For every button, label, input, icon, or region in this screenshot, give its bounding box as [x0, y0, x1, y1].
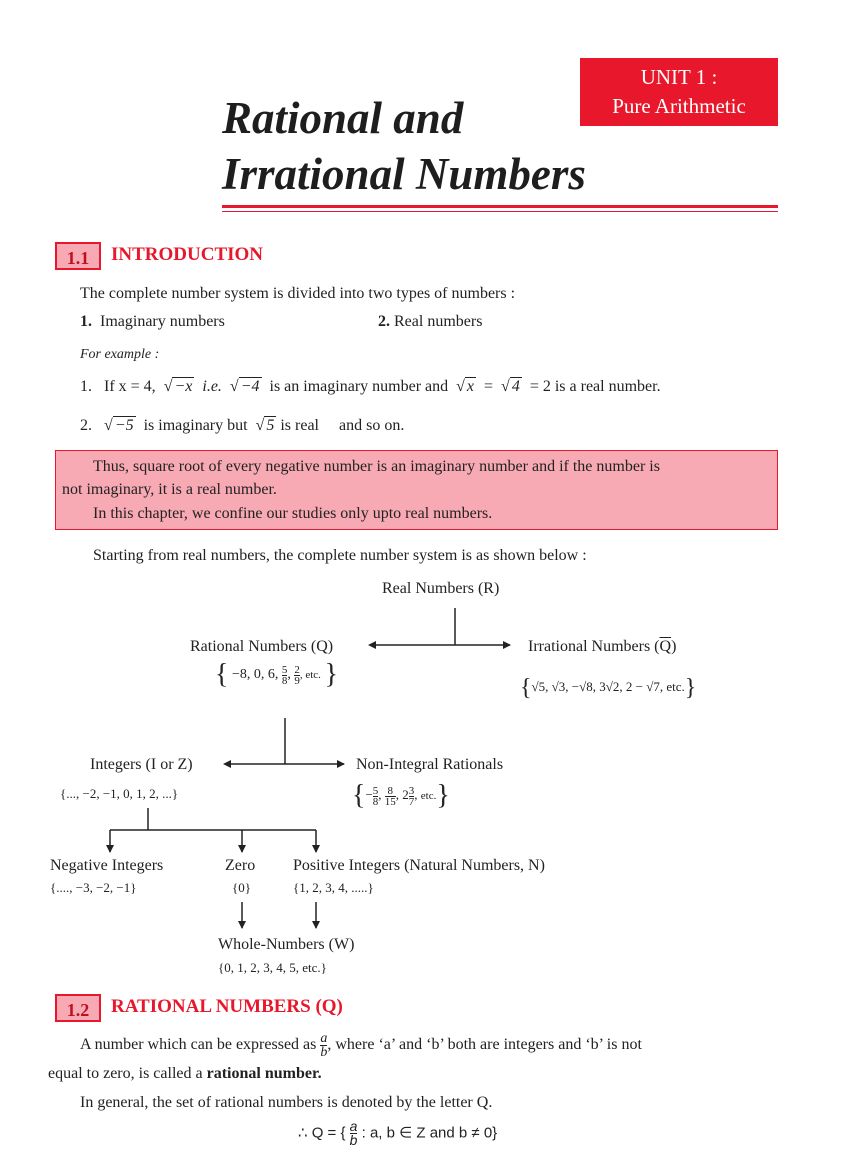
numerator: 5	[372, 784, 379, 797]
fraction	[385, 786, 396, 807]
definition-term: rational number.	[206, 1065, 322, 1082]
section-number-1-2: 1.2	[55, 994, 101, 1022]
section-number-1-1: 1.1	[55, 242, 101, 270]
starting-text: Starting from real numbers, the complete number system is as shown below :	[93, 547, 587, 564]
example-text: is real and so on.	[280, 417, 405, 434]
node-positive-integers: Positive Integers (Natural Numbers, N)	[293, 857, 545, 874]
numerator: 2	[294, 663, 300, 676]
denominator: b	[349, 1132, 358, 1148]
denominator: 9	[294, 674, 300, 687]
fraction	[409, 786, 415, 807]
radicand: −5	[114, 417, 134, 434]
example-text: i.e.	[202, 378, 222, 395]
rational-definition-line-1	[80, 1032, 642, 1059]
example-text: =	[484, 378, 494, 395]
definition-text: , where ‘a’ and ‘b’ both are integers and ‘b’ is not	[327, 1036, 642, 1054]
node-integers: Integers (I or Z)	[90, 756, 193, 773]
fraction	[282, 665, 288, 686]
whole-set: {0, 1, 2, 3, 4, 5, etc.}	[218, 960, 327, 975]
example-2: 2. √ −5 is imaginary but √ 5 is real and so on.	[80, 417, 405, 434]
node-label: )	[671, 638, 677, 655]
for-example-label: For example :	[80, 347, 160, 362]
node-rational-numbers: Rational Numbers (Q)	[190, 638, 334, 655]
node-whole-numbers: Whole-Numbers (W)	[218, 936, 355, 953]
rational-definition-line-2	[48, 1063, 322, 1085]
irrational-set: {√5, √3, −√8, 3√2, 2 − √7, etc.}	[520, 675, 697, 702]
numerator: 5	[281, 663, 288, 676]
node-irrational-numbers	[528, 636, 676, 658]
whole-part: 2	[402, 786, 409, 802]
negative-set: {...., −3, −2, −1}	[50, 880, 137, 895]
denominator: 15	[384, 795, 396, 808]
numerator: 3	[408, 784, 415, 797]
equation-text: : a, b ∈ Z and b ≠ 0}	[361, 1124, 498, 1142]
unit-label: UNIT 1 :	[640, 65, 718, 89]
section-title-rational-numbers: RATIONAL NUMBERS (Q)	[111, 996, 343, 1017]
title-line-1: Rational and	[222, 93, 464, 143]
set-values: √5, √3, −√8, 3√2, 2 − √7, etc.	[531, 679, 685, 694]
non-integral-set: {− $\frac{5}{8}$ , $\frac{8}{15}$ , 2 $\frac{3}{7}$ , etc.}	[352, 780, 450, 811]
node-real-numbers: Real Numbers (R)	[382, 580, 500, 597]
q-bar: $\overline{Q}$	[659, 638, 672, 655]
numerator: a	[320, 1031, 328, 1046]
example-text: If x = 4,	[104, 378, 156, 395]
node-negative-integers: Negative Integers	[50, 857, 164, 874]
section-title-introduction: INTRODUCTION	[111, 244, 264, 265]
example-number: 2.	[80, 417, 92, 434]
radicand: x	[466, 378, 475, 395]
denominator: 7	[408, 795, 415, 808]
numerator: a	[349, 1118, 358, 1134]
definition-text: equal to zero, is called a	[48, 1065, 203, 1082]
radicand: 5	[266, 417, 275, 434]
intro-text: The complete number system is divided into two types of numbers :	[80, 285, 516, 302]
note-line-2: not imaginary, it is a real number.	[62, 481, 277, 498]
denominator: 8	[281, 674, 288, 687]
radicand: 4	[511, 378, 520, 395]
example-1: 1. If x = 4, √ −x i.e. √ −4 is an imaginary number and √ x = √ 4 = 2 is a real number.	[80, 378, 661, 395]
fraction-a-over-b	[350, 1120, 358, 1147]
set-values: −8, 0, 6,	[231, 667, 279, 683]
set-values: , etc.	[299, 669, 321, 682]
item-label: Real numbers	[394, 313, 483, 330]
example-text: is imaginary but	[143, 417, 248, 434]
node-zero: Zero	[225, 857, 256, 874]
fraction	[373, 786, 379, 807]
item-number: 1.	[80, 313, 92, 330]
note-line-3: In this chapter, we confine our studies only upto real numbers.	[93, 505, 493, 522]
note-line-1: Thus, square root of every negative number is an imaginary number and if the number is	[93, 458, 660, 475]
example-number: 1.	[80, 378, 92, 395]
denominator: 8	[372, 795, 379, 808]
rational-set: { −8, 0, 6, $\frac{5}{8}$ , $\frac{2}{9}$ , etc. }	[215, 659, 338, 690]
item-number: 2.	[378, 313, 390, 330]
item-label: Imaginary numbers	[100, 313, 225, 330]
unit-subject: Pure Arithmetic	[612, 94, 746, 118]
integers-set: {..., −2, −1, 0, 1, 2, ...}	[60, 786, 179, 801]
example-text: is an imaginary number and	[269, 378, 449, 395]
positive-set: {1, 2, 3, 4, .....}	[293, 880, 374, 895]
radicand: −x	[174, 378, 193, 395]
example-text: = 2 is a real number.	[529, 378, 661, 395]
denominator: b	[320, 1045, 328, 1060]
radicand: −4	[240, 378, 260, 395]
numerator: 8	[385, 786, 396, 797]
equation-text: ∴ Q = {	[298, 1124, 346, 1142]
zero-set: {0}	[232, 880, 251, 895]
title-line-2: Irrational Numbers	[222, 149, 586, 199]
node-label: Irrational Numbers (	[528, 638, 660, 655]
node-non-integral-rationals: Non-Integral Rationals	[356, 756, 504, 773]
rational-definition-line-3: In general, the set of rational numbers is denoted by the letter Q.	[80, 1094, 493, 1111]
rational-set-equation	[298, 1120, 497, 1147]
set-values: etc.	[420, 789, 437, 802]
definition-text: A number which can be expressed as	[80, 1036, 317, 1054]
